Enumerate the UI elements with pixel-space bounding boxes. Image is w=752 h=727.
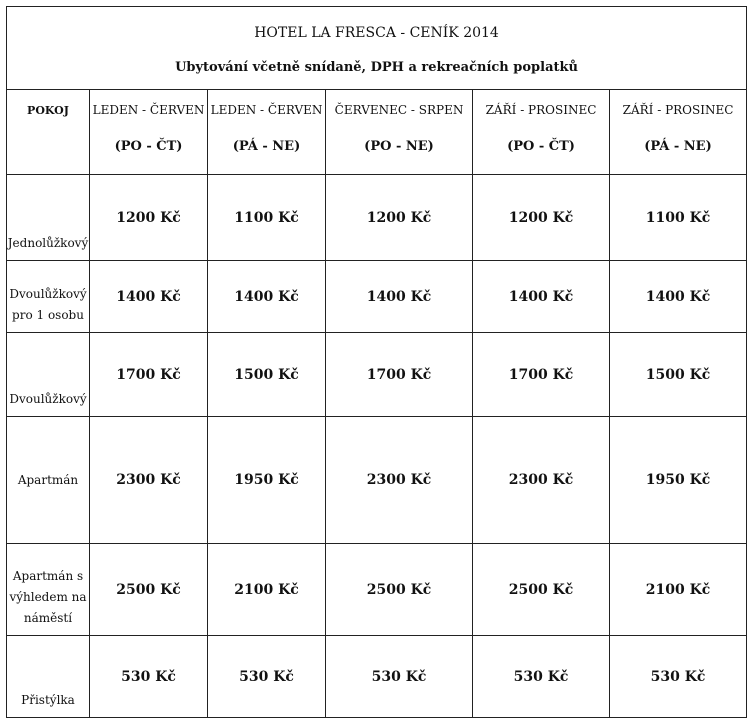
price-cell: 1400 Kč (208, 261, 326, 333)
price-cell: 1200 Kč (90, 175, 208, 261)
price-list-table (6, 6, 747, 718)
room-header-label: POKOJ (27, 104, 69, 117)
price-cell: 2500 Kč (326, 544, 473, 636)
page-title: HOTEL LA FRESCA - CENÍK 2014 (254, 24, 499, 41)
price-cell: 1500 Kč (610, 333, 747, 417)
table-row (7, 333, 747, 417)
price-cell: 1100 Kč (610, 175, 747, 261)
title-row (7, 7, 747, 90)
room-name: Dvoulůžkový pro 1 osobu (7, 261, 90, 333)
price-cell: 530 Kč (208, 636, 326, 718)
column-days: (PÁ - NE) (644, 139, 712, 154)
price-cell: 2100 Kč (610, 544, 747, 636)
column-days: (PO - ČT) (507, 139, 575, 154)
room-name: Jednolůžkový (7, 175, 90, 261)
price-cell: 2500 Kč (90, 544, 208, 636)
table-row (7, 636, 747, 718)
column-days: (PÁ - NE) (232, 139, 301, 154)
price-cell: 1500 Kč (208, 333, 326, 417)
column-period: ZÁŘÍ - PROSINEC (485, 103, 597, 117)
column-header (473, 90, 610, 175)
price-cell: 2300 Kč (90, 417, 208, 544)
price-cell: 1700 Kč (473, 333, 610, 417)
price-cell: 530 Kč (90, 636, 208, 718)
column-period: LEDEN - ČERVEN (92, 103, 205, 117)
room-name: Dvoulůžkový (7, 333, 90, 417)
price-cell: 530 Kč (326, 636, 473, 718)
price-cell: 1400 Kč (90, 261, 208, 333)
column-days: (PO - NE) (364, 139, 434, 154)
column-header (90, 90, 208, 175)
price-cell: 2500 Kč (473, 544, 610, 636)
table-row (7, 544, 747, 636)
price-cell: 1200 Kč (326, 175, 473, 261)
price-cell: 1700 Kč (90, 333, 208, 417)
price-cell: 1950 Kč (208, 417, 326, 544)
title-cell (7, 7, 747, 90)
price-cell: 1400 Kč (326, 261, 473, 333)
room-column-header (7, 90, 90, 175)
price-cell: 530 Kč (473, 636, 610, 718)
price-cell: 1400 Kč (473, 261, 610, 333)
column-header (610, 90, 747, 175)
price-cell: 1950 Kč (610, 417, 747, 544)
column-period: LEDEN - ČERVEN (210, 103, 323, 117)
column-days: (PO - ČT) (114, 139, 183, 154)
room-name: Přistýlka (7, 636, 90, 718)
table-row (7, 261, 747, 333)
table-row (7, 175, 747, 261)
price-cell: 1400 Kč (610, 261, 747, 333)
column-header (208, 90, 326, 175)
column-period: ZÁŘÍ - PROSINEC (622, 103, 734, 117)
column-header (326, 90, 473, 175)
price-cell: 1200 Kč (473, 175, 610, 261)
price-cell: 2100 Kč (208, 544, 326, 636)
price-cell: 1100 Kč (208, 175, 326, 261)
column-header-row (7, 90, 747, 175)
room-name: Apartmán (7, 417, 90, 544)
price-cell: 530 Kč (610, 636, 747, 718)
page-subtitle: Ubytování včetně snídaně, DPH a rekreačních poplatků (175, 59, 578, 75)
table-row (7, 417, 747, 544)
room-name: Apartmán s výhledem na náměstí (7, 544, 90, 636)
price-cell: 2300 Kč (326, 417, 473, 544)
column-period: ČERVENEC - SRPEN (334, 103, 464, 117)
price-cell: 2300 Kč (473, 417, 610, 544)
price-cell: 1700 Kč (326, 333, 473, 417)
